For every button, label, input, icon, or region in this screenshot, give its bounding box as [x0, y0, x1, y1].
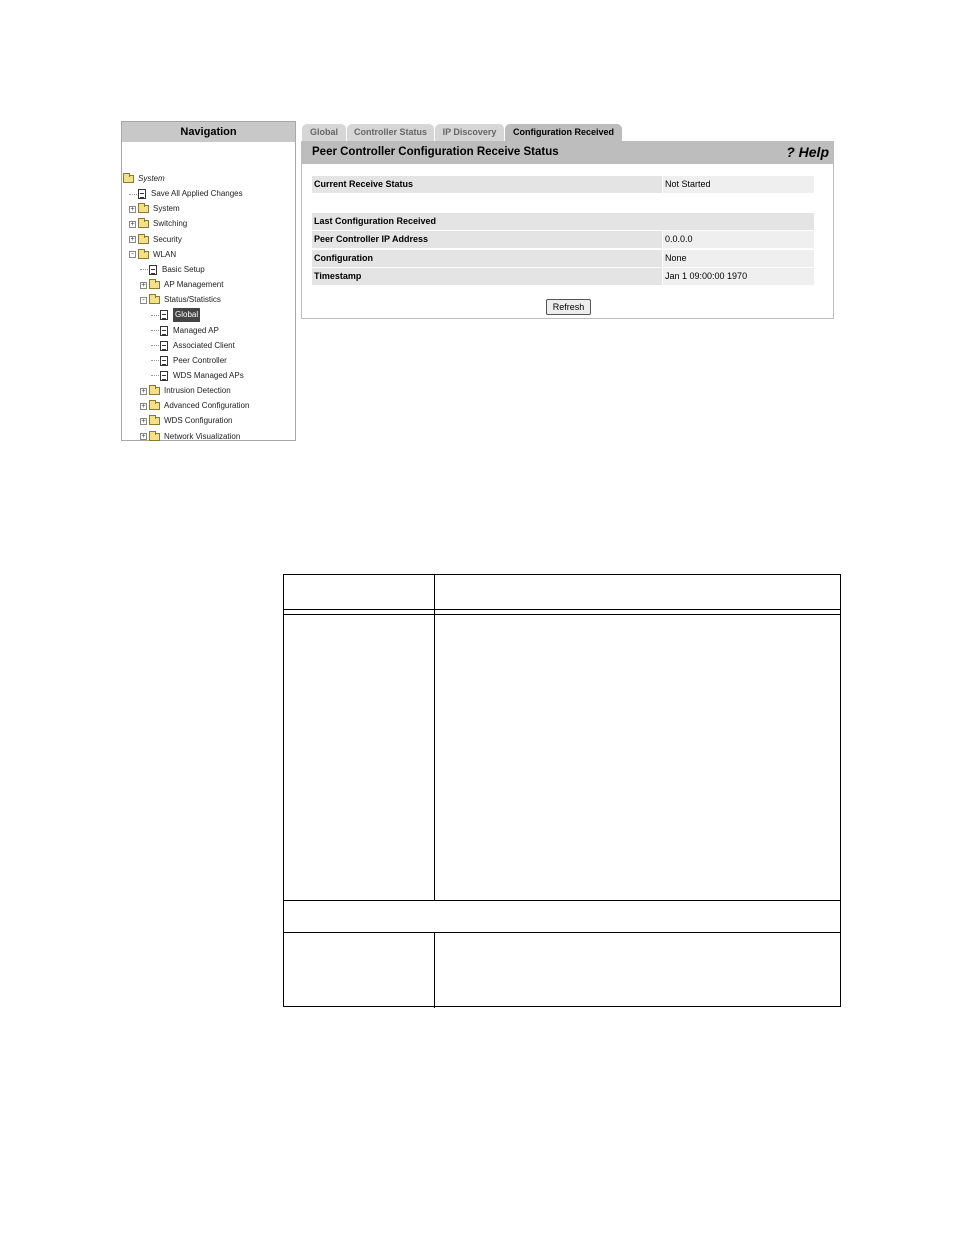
tree-item-advanced-configuration[interactable] — [140, 399, 249, 413]
tree-item-managed-ap[interactable] — [151, 324, 219, 338]
tree-item-ap-management[interactable] — [140, 278, 223, 292]
tab-configuration-received[interactable]: Configuration Received — [505, 124, 622, 141]
page-icon — [149, 265, 157, 275]
timestamp-value: Jan 1 09:00:00 1970 — [663, 268, 814, 285]
folder-icon — [149, 281, 160, 289]
configuration-label: Configuration — [312, 250, 662, 267]
folder-open-icon — [149, 296, 160, 304]
expand-icon[interactable]: + — [141, 402, 146, 410]
tree-item-label: Status/Statistics — [164, 295, 221, 305]
table-frame — [283, 574, 841, 1007]
tree-item-label: WDS Managed APs — [173, 370, 244, 380]
tree-item-status-statistics[interactable] — [140, 293, 221, 307]
folder-icon — [149, 402, 160, 410]
tree-item-system[interactable] — [129, 202, 180, 216]
expand-icon[interactable]: + — [141, 387, 146, 395]
tree-connector — [151, 315, 159, 316]
tree-connector — [129, 194, 137, 195]
expand-icon[interactable]: + — [130, 236, 135, 244]
tree-item-label: Save All Applied Changes — [151, 189, 243, 199]
tree-connector — [140, 269, 148, 270]
collapse-icon[interactable]: - — [129, 251, 136, 258]
table-divider — [284, 614, 840, 615]
current-receive-status-label: Current Receive Status — [312, 176, 662, 193]
tree-item-associated-client[interactable] — [151, 339, 235, 353]
tree-item-label: Basic Setup — [162, 264, 205, 274]
expand-icon[interactable]: + — [141, 433, 146, 441]
tree-item-security[interactable] — [129, 233, 182, 247]
table-column-divider — [434, 575, 435, 900]
tab-controller-status[interactable]: Controller Status — [347, 124, 434, 141]
tree-item-label: AP Management — [164, 280, 224, 290]
table-divider — [284, 609, 840, 610]
tree-item-intrusion-detection[interactable] — [140, 384, 231, 398]
folder-icon — [149, 417, 160, 425]
tree-item-label: Global — [173, 308, 200, 322]
tree-item-switching[interactable] — [129, 217, 187, 231]
tree-item-global[interactable] — [151, 308, 200, 322]
navigation-panel — [121, 121, 296, 441]
peer-ip-label: Peer Controller IP Address — [312, 231, 662, 248]
page-icon — [138, 189, 146, 199]
page-icon — [160, 341, 168, 351]
expand-icon[interactable]: + — [141, 281, 146, 289]
tree-item-label: System — [153, 204, 180, 214]
tree-item-save-all-applied-changes[interactable] — [129, 187, 243, 201]
expand-icon[interactable]: + — [130, 205, 135, 213]
folder-icon — [149, 387, 160, 395]
tree-connector — [151, 330, 159, 331]
status-panel — [301, 141, 834, 319]
panel-header — [302, 142, 833, 164]
page-title: Peer Controller Configuration Receive Status — [312, 146, 559, 158]
tree-item-label: Switching — [153, 219, 188, 229]
table-divider — [284, 932, 840, 933]
tree-item-network-visualization[interactable] — [140, 430, 240, 444]
tree-item-wlan[interactable] — [129, 248, 176, 262]
page-icon — [160, 326, 168, 336]
tree-item-label: Security — [153, 234, 182, 244]
folder-open-icon — [123, 175, 134, 183]
tree-item-basic-setup[interactable] — [140, 263, 205, 277]
tab-ip-discovery[interactable]: IP Discovery — [435, 124, 504, 141]
tree-item-wds-configuration[interactable] — [140, 414, 232, 428]
tree-item-label: Intrusion Detection — [164, 386, 231, 396]
folder-icon — [138, 205, 149, 213]
navigation-title: Navigation — [122, 122, 295, 142]
folder-icon — [138, 236, 149, 244]
tree-item-label: Managed AP — [173, 325, 219, 335]
tree-item-peer-controller[interactable] — [151, 354, 227, 368]
timestamp-label: Timestamp — [312, 268, 662, 285]
tree-connector — [151, 360, 159, 361]
collapse-icon[interactable]: - — [140, 297, 147, 304]
tree-item-label: Advanced Configuration — [164, 401, 250, 411]
configuration-value: None — [663, 250, 814, 267]
tree-connector — [151, 375, 159, 376]
peer-ip-value: 0.0.0.0 — [663, 231, 814, 248]
table-divider — [284, 900, 840, 901]
section-title: Last Configuration Received — [312, 213, 814, 230]
current-receive-status-value: Not Started — [663, 176, 814, 193]
folder-icon — [149, 433, 160, 441]
tab-global[interactable]: Global — [302, 124, 346, 141]
table-column-divider — [434, 932, 435, 1008]
tree-item-label: WDS Configuration — [164, 416, 233, 426]
tree-item-label: Associated Client — [173, 340, 235, 350]
help-link[interactable]: ? Help — [786, 144, 829, 160]
page-icon — [160, 356, 168, 366]
folder-open-icon — [138, 251, 149, 259]
expand-icon[interactable]: + — [141, 417, 146, 425]
tree-item-label: WLAN — [153, 249, 177, 259]
tree-item-label: Peer Controller — [173, 355, 227, 365]
tree-item-label: System — [138, 174, 165, 183]
expand-icon[interactable]: + — [130, 220, 135, 228]
tree-item-wds-managed-aps[interactable] — [151, 369, 244, 383]
refresh-button[interactable]: Refresh — [546, 299, 591, 315]
page-icon — [160, 371, 168, 381]
tree-item-label: Network Visualization — [164, 431, 241, 441]
page-icon — [160, 310, 168, 320]
tree-item-system[interactable] — [123, 172, 165, 186]
tree-connector — [151, 345, 159, 346]
folder-icon — [138, 220, 149, 228]
